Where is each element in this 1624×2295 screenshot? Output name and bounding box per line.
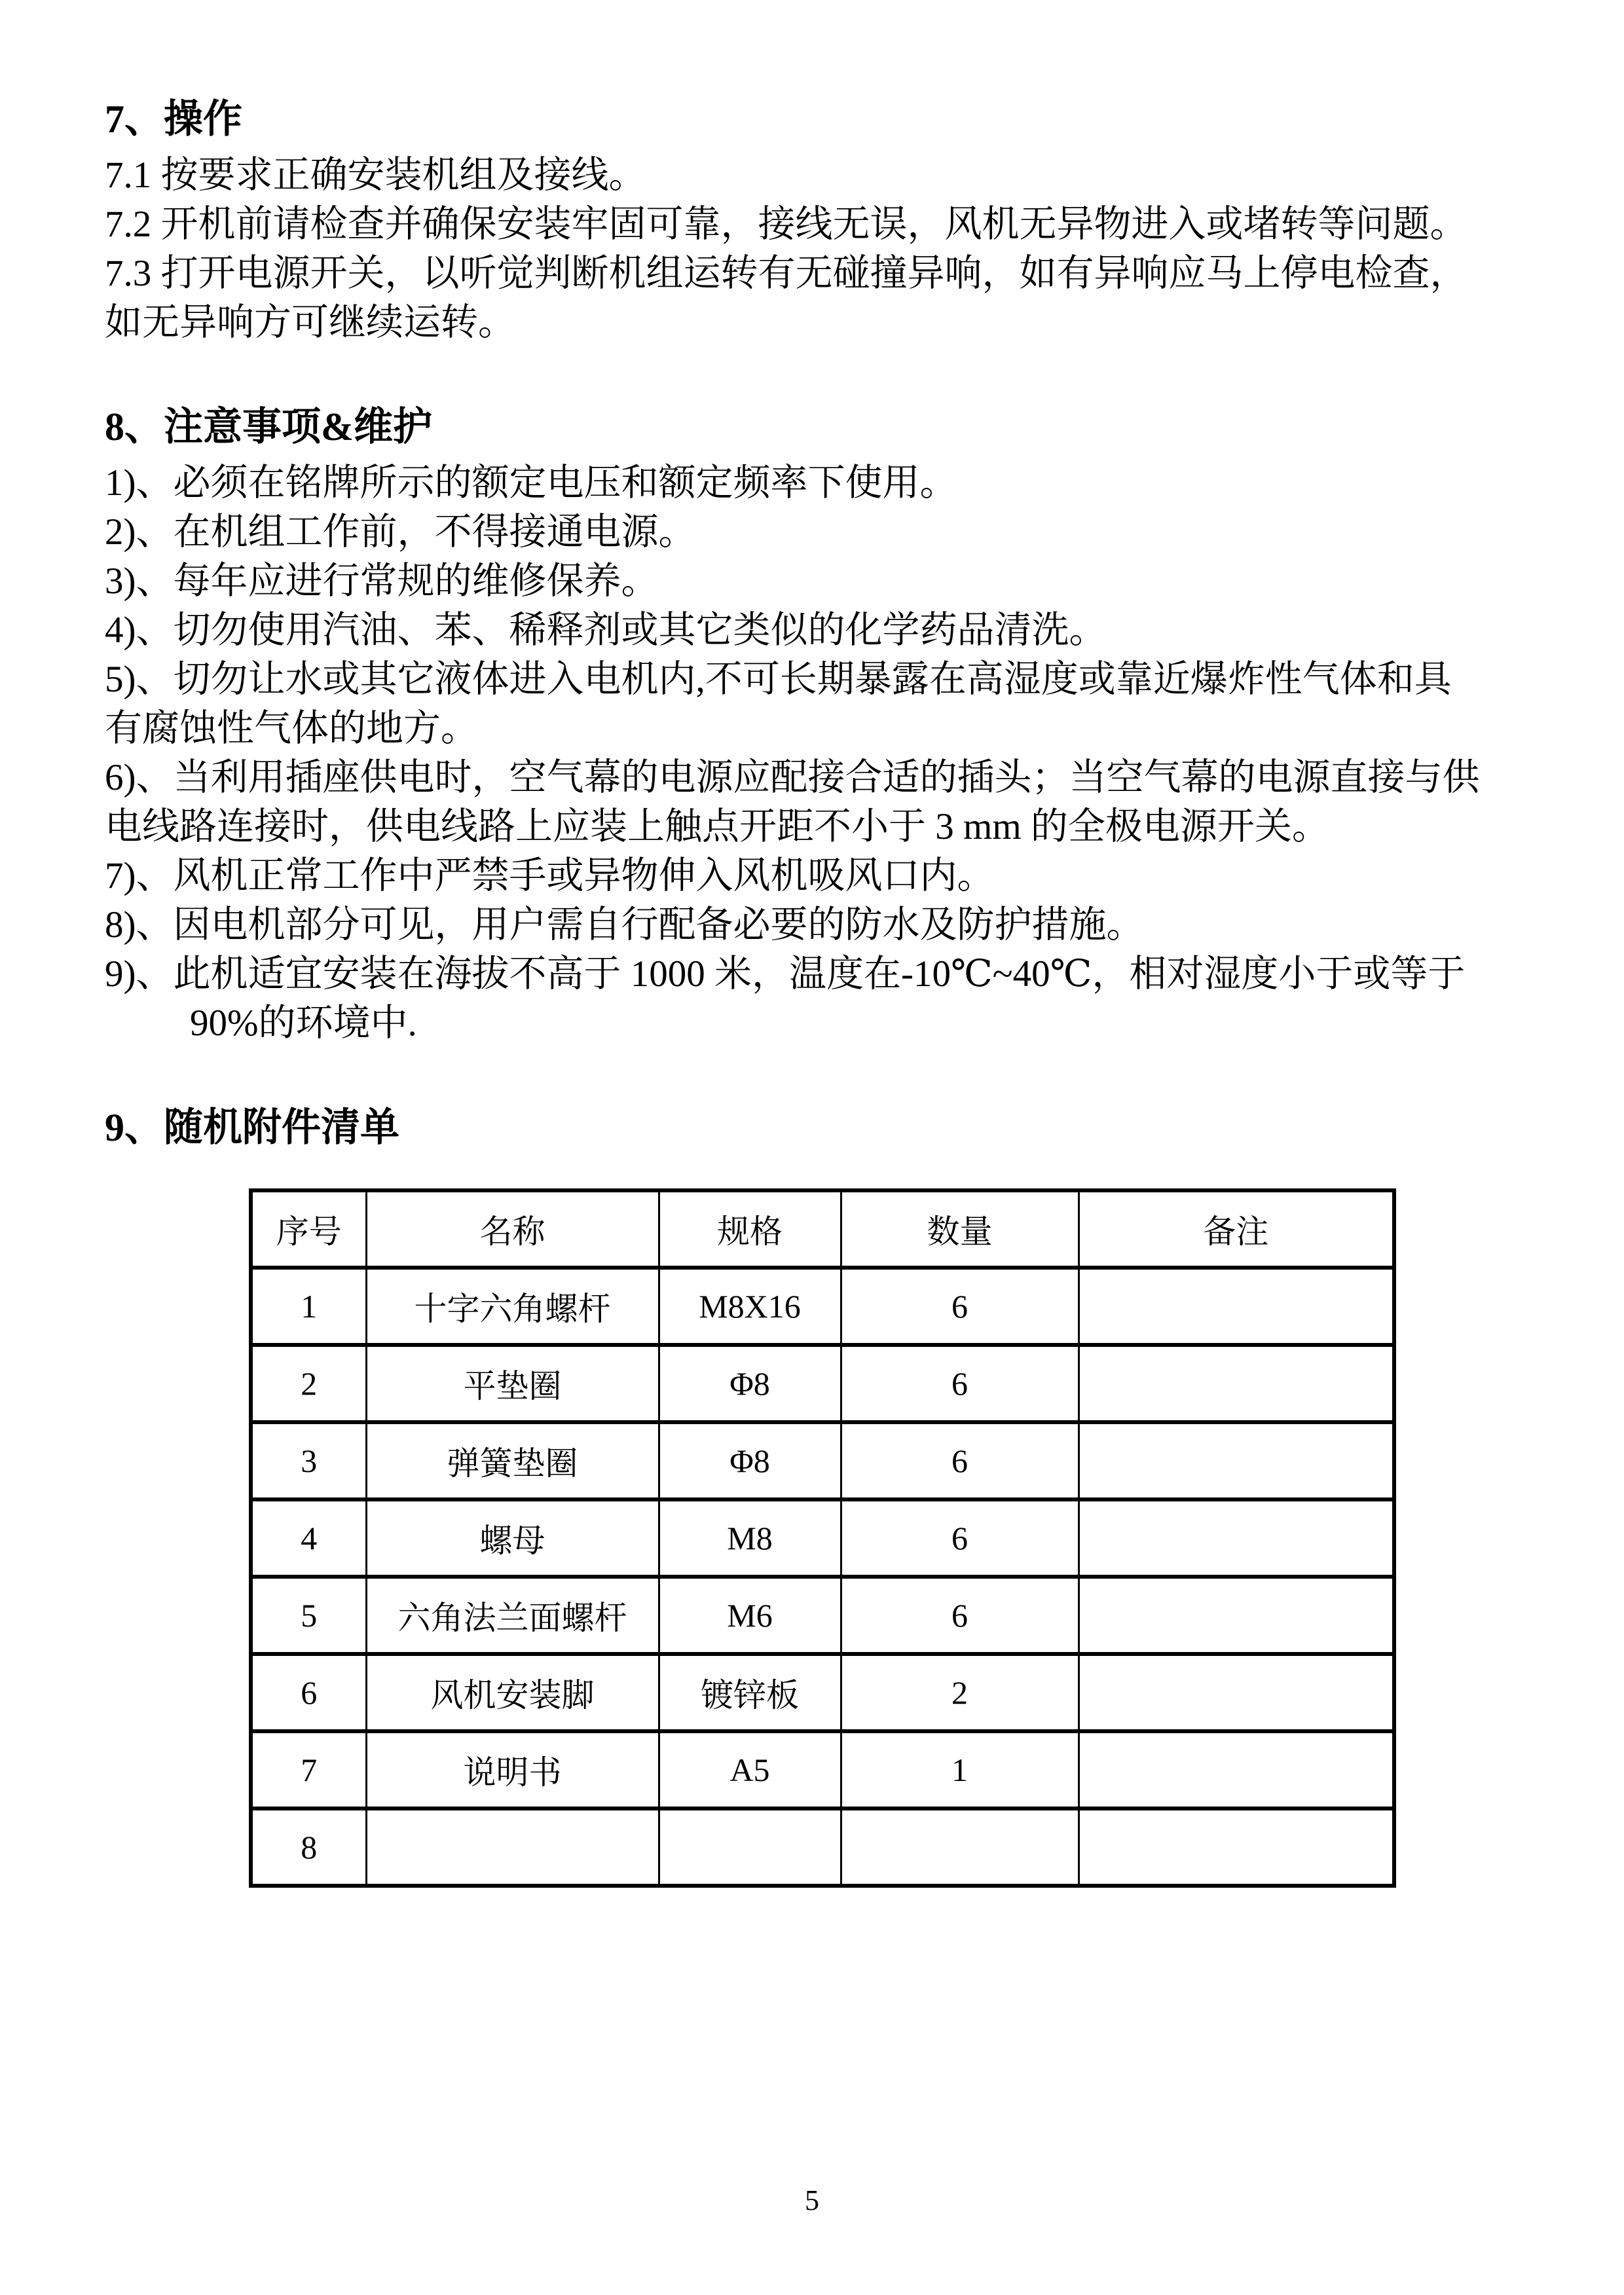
table-row: [251, 1345, 1394, 1422]
col-header-remark: 备注: [1079, 1190, 1394, 1268]
cell-index: 4: [251, 1499, 366, 1577]
table-row: [251, 1654, 1394, 1731]
cell-name: 说明书: [366, 1731, 659, 1808]
col-header-name: 名称: [366, 1190, 659, 1268]
cell-qty: 6: [841, 1422, 1079, 1499]
table-row: [251, 1731, 1394, 1808]
table-row: [251, 1268, 1394, 1345]
section-8-line-7: 6)、当利用插座供电时，空气幕的电源应配接合适的插头；当空气幕的电源直接与供: [105, 757, 1480, 798]
section-8-line-12: 90%的环境中.: [190, 1002, 417, 1044]
section-7-line-3: 7.3 打开电源开关，以听觉判断机组运转有无碰撞异响，如有异响应马上停电检查，: [105, 253, 1467, 294]
table-row: [251, 1808, 1394, 1886]
page-number: 5: [805, 2184, 819, 2216]
section-9-heading: 9、随机附件清单: [105, 1106, 399, 1149]
cell-index: 1: [251, 1268, 366, 1345]
cell-name: 六角法兰面螺杆: [366, 1577, 659, 1654]
table-row: [251, 1577, 1394, 1654]
section-8-heading: 8、注意事项&维护: [105, 405, 432, 449]
cell-remark: [1079, 1577, 1394, 1654]
section-8-line-4: 4)、切勿使用汽油、苯、稀释剂或其它类似的化学药品清洗。: [105, 610, 1107, 651]
cell-index: 2: [251, 1345, 366, 1422]
section-8-line-3: 3)、每年应进行常规的维修保养。: [105, 560, 659, 602]
table-row: [251, 1499, 1394, 1577]
section-8-line-5: 5)、切勿让水或其它液体进入电机内,不可长期暴露在高湿度或靠近爆炸性气体和具: [105, 659, 1452, 700]
cell-spec: A5: [659, 1731, 841, 1808]
cell-index: 8: [251, 1808, 366, 1886]
cell-spec: M8: [659, 1499, 841, 1577]
col-header-spec: 规格: [659, 1190, 841, 1268]
cell-name: [366, 1808, 659, 1886]
section-7-line-4: 如无异响方可继续运转。: [105, 302, 515, 343]
section-8-line-10: 8)、因电机部分可见，用户需自行配备必要的防水及防护措施。: [105, 904, 1144, 946]
cell-name: 螺母: [366, 1499, 659, 1577]
cell-spec: Φ8: [659, 1422, 841, 1499]
section-8-line-1: 1)、必须在铭牌所示的额定电压和额定频率下使用。: [105, 462, 957, 504]
section-8-line-2: 2)、在机组工作前，不得接通电源。: [105, 511, 696, 553]
section-8-line-11: 9)、此机适宜安装在海拔不高于 1000 米，温度在-10℃~40℃，相对湿度小于或等于: [105, 953, 1466, 995]
cell-spec: 镀锌板: [659, 1654, 841, 1731]
col-header-index: 序号: [251, 1190, 366, 1268]
page-content: [105, 95, 1532, 1888]
section-8-line-8: 电线路连接时，供电线路上应装上触点开距不小于 3 mm 的全极电源开关。: [105, 806, 1329, 847]
cell-qty: 6: [841, 1345, 1079, 1422]
cell-spec: Φ8: [659, 1345, 841, 1422]
cell-name: 弹簧垫圈: [366, 1422, 659, 1499]
cell-remark: [1079, 1345, 1394, 1422]
section-8-line-9: 7)、风机正常工作中严禁手或异物伸入风机吸风口内。: [105, 855, 995, 896]
cell-spec: M8X16: [659, 1268, 841, 1345]
cell-remark: [1079, 1654, 1394, 1731]
accessories-table: [249, 1188, 1396, 1888]
section-7-line-2: 7.2 开机前请检查并确保安装牢固可靠，接线无误，风机无异物进入或堵转等问题。: [105, 204, 1467, 245]
cell-index: 3: [251, 1422, 366, 1499]
cell-name: 平垫圈: [366, 1345, 659, 1422]
cell-qty: 6: [841, 1268, 1079, 1345]
col-header-qty: 数量: [841, 1190, 1079, 1268]
cell-name: 十字六角螺杆: [366, 1268, 659, 1345]
cell-spec: M6: [659, 1577, 841, 1654]
section-8-line-6: 有腐蚀性气体的地方。: [105, 708, 478, 749]
cell-name: 风机安装脚: [366, 1654, 659, 1731]
cell-qty: 1: [841, 1731, 1079, 1808]
cell-qty: [841, 1808, 1079, 1886]
cell-index: 7: [251, 1731, 366, 1808]
cell-remark: [1079, 1499, 1394, 1577]
cell-remark: [1079, 1731, 1394, 1808]
table-header-row: [251, 1190, 1394, 1268]
cell-remark: [1079, 1808, 1394, 1886]
cell-index: 6: [251, 1654, 366, 1731]
cell-index: 5: [251, 1577, 366, 1654]
cell-qty: 2: [841, 1654, 1079, 1731]
table-row: [251, 1422, 1394, 1499]
section-7-heading: 7、操作: [105, 98, 242, 141]
cell-qty: 6: [841, 1499, 1079, 1577]
cell-remark: [1079, 1422, 1394, 1499]
cell-qty: 6: [841, 1577, 1079, 1654]
section-7-line-1: 7.1 按要求正确安装机组及接线。: [105, 155, 646, 196]
cell-spec: [659, 1808, 841, 1886]
cell-remark: [1079, 1268, 1394, 1345]
